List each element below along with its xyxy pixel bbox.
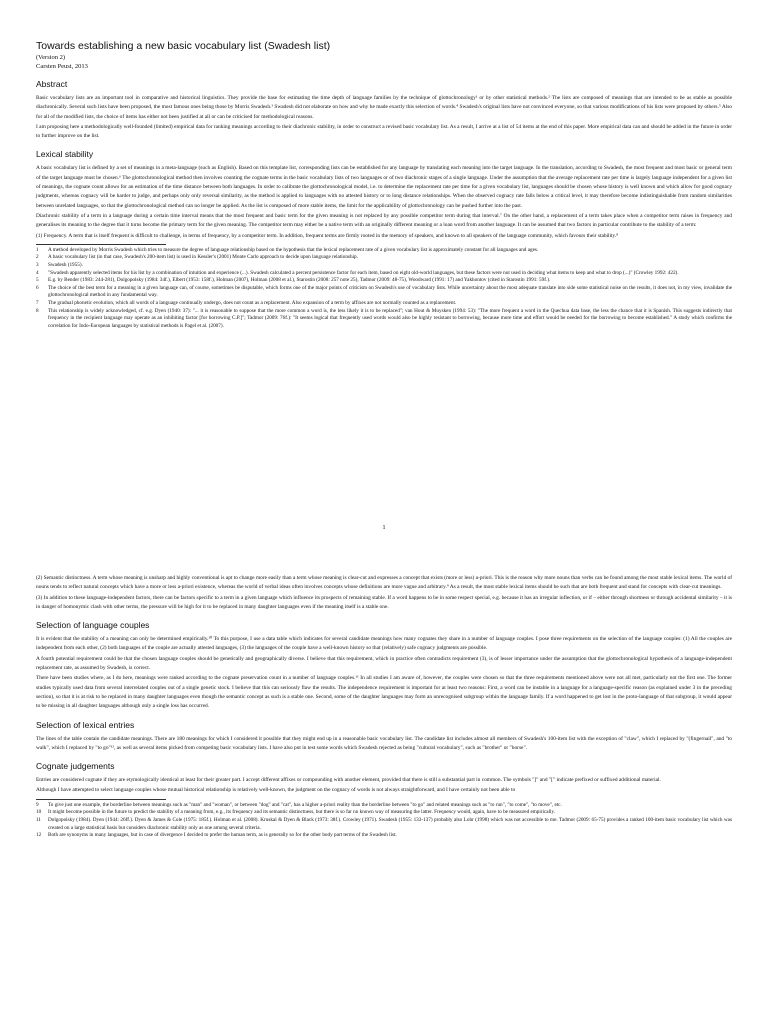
footnote-number: 6 xyxy=(36,284,39,291)
body-paragraph: Although I have attempted to select language couples whose mutual historical relationship is relatively well-known, the judgment on the cognacy of words is not always straightforward, and I have certainly not been able to xyxy=(36,787,516,794)
footnote xyxy=(36,285,732,300)
footnote-number: 8 xyxy=(36,307,39,314)
paper-version: (Version 2) xyxy=(36,54,66,61)
section-heading-selection-entries: Selection of lexical entries xyxy=(36,719,135,730)
footnote-number: 5 xyxy=(36,277,39,284)
footnote-separator xyxy=(36,244,166,245)
body-paragraph: (3) In addition to these language-independent factors, there can be factors specific to a term in a given language which influence its prospects of remaining stable. If a word happens to be in some respect special, e.g. because it has an irregular inflection, or if – either through shortness or through accidental similarity – it is in danger of homonymic clash with other terms, the pressure will be high for it to be replaced in many daughter languages even if the meaning itself is a stable one. xyxy=(36,594,732,610)
footnote-number: 2 xyxy=(36,254,39,261)
footnote-text: The choice of the best term for a meaning in a given language can, of course, sometimes be disputable, which forms one of the major points of criticism on Swadesh's use of vocabulary lists. While uncertainty about the most adequate translate into side some statistical noise on the results, it does not, in my view, invalidate the glottochronological method in any fundamental way. xyxy=(48,284,732,299)
body-paragraph: It is evident that the stability of a meaning can only be determined empirically.¹⁰ To this purpose, I use a data table which indicates for several candidate meanings how many cognates they share in a number of language couples. I pose three requirements on the selection of the language couples: (1) All the couples are independent from each other, (2) both languages of the couple are actually attested languages, (3) the languages of the couple have a well-known history so that (relatively) safe cognacy judgments are possible. xyxy=(36,636,732,652)
footnote-text: Both are synonyms in many languages, but in case of divergence I decided to prefer the human term, as is generally so for the other body part terms of the Swadesh list. xyxy=(48,832,397,839)
section-heading-lexical-stability: Lexical stability xyxy=(36,149,94,160)
section-heading-abstract: Abstract xyxy=(36,79,68,89)
paper-title: Towards establishing a new basic vocabulary list (Swadesh list) xyxy=(36,40,331,52)
section-heading-selection-couples: Selection of language couples xyxy=(36,620,150,631)
footnote-text: A method developed by Morris Swadesh which tries to measure the degree of language relationship based on the hypothesis that the lexical replacement rate of a given vocabulary list is approximately constant for all languages and ages. xyxy=(48,246,539,253)
footnote xyxy=(36,277,732,285)
footnote-number: 9 xyxy=(36,801,39,808)
body-paragraph: Diachronic stability of a term in a language during a certain time interval means that the most frequent and basic term for the given meaning is not replaced by any possible competitor term during that interval.⁷ On the other hand, a replacement of a term takes place when a competitor term raises in frequency and generalises its meaning to the degree that it turns become the primary term for the given meaning. The competitor term may either be a native term with an originally different meaning or a loan word from another language. It can be assumed that two factors in particular contribute to the stability of a term: xyxy=(36,212,732,229)
paper-author: Carsten Peust, 2013 xyxy=(36,63,88,70)
abstract-paragraph: Basic vocabulary lists are an important tool in comparative and historical linguistics. They provide the base for estimating the time depth of language families by the technique of glottochronology¹ or by other statistical methods.² The lists are composed of meanings that are intended to be as stable as possible diachronically. Several such lists have been proposed, the most famous ones being those by Morris Swadesh.³ Swadesh did not elaborate on how and why he made exactly this selection of words.⁴ Swadesh's original lists have not convinced everyone, so that various modifications of his lists were proposed by others.⁵ Also for all of the modified lists, the choice of items has either not been justified at all or can be criticised for methodological reasons. xyxy=(36,95,732,120)
page-2-body xyxy=(36,574,732,840)
body-paragraph: A fourth potential requirement could be that the chosen language couples should be genetically and geographically diverse. I believe that this requirement, which in practice often contradicts requirement (3), is of lesser importance under the assumption that the glottochronological hypothesis of a language-independent replacement rate, as assumed by Swadesh, is correct. xyxy=(36,655,732,672)
footnote-number: 1 xyxy=(36,246,39,253)
footnote-text: Dolgopolsky (1984). Dyen (1944: 26ff.). Dyen & James & Cole (1975: 185f.). Holman et al. (2008). Kruskal & Dyen & Black (1973: 38f.). Crowley (1971). Swadesh (1955: 133-137) probably also Lohr (1998) which was not accessible to me. Tadmor (2009: 65-75) provides a ranked 100-item basic vocabulary list which was created on a large statistical basis but considers diachronic stability only as one among several criteria. xyxy=(48,816,732,831)
footnote xyxy=(36,300,732,308)
footnote-number: 12 xyxy=(36,832,42,839)
footnote-text: To give just one example, the borderline between meanings such as "man" and "woman", or between "dog" and "cat", has a higher a-priori reality than the borderline between "to go" and related meanings such as "to run", "to come", "to move", etc. xyxy=(48,801,562,808)
footnote-text: This relationship is widely acknowledged, cf. e.g. Dyen (1940: 37): "... it is reasonable to suppose that the more common a word is, the less likely it is to be replaced"; van Hout & Muysken (1994: 53): "The more frequent a word in the Quechua data base, the less the chance that it is Spanish. This suggests indirectly that frequency in the recipient language may operate as an inhibiting factor [for borrowing C.P.]"; Tadmor (2009: 76f.): "It seems logical that frequently used words would also be highly resistant to borrowing, because more time and effort would be needed for the borrowing to become established." A study which confirms the correlation for Indo-European languages by statistical methods is Pagel et al. (2007). xyxy=(48,307,732,329)
body-paragraph: (2) Semantic distinctness. A term whose meaning is unsharp and highly conventional is apt to change more easily than a term whose meaning is clear-cut and expresses a concept that exists (more or less) a-priori. This is the reason why more nouns than verbs can be found among the most stable lexical items. The world of nouns tends to reflect natural concepts which have a more or less a-priori existence, whereas the world of verbal ideas often involves concepts whose definitions are more vague and arbitrary.⁹ As a result, the most stable lexical items should be such that are both frequent and stand for concepts with clear-cut meanings. xyxy=(36,575,732,591)
body-paragraph: There have been studies where, as I do here, meanings were ranked according to the cognate preservation count in a number of language couples.¹¹ In all studies I am aware of, however, the couples were chosen so that the three requirements mentioned above were not all met, particularly not the first one. The former studies typically used data from several interrelated couples out of a single genetic stock. I believe that this can seriously flaw the results. The independence requirement is important for at least two reasons: First, a word can be instable in a language for a language-specific reason (as explained under 3 in the preceding section), so that it is at risk to be replaced in many daughter languages even though the semantic concept as such is a stable one. Second, some of the daughter languages may form an unrecognised subgroup within the language family. If a word happened to get lost in the proto-language of that subgroup, it would appear to be missing in all daughter languages although only a single loss has occurred. xyxy=(36,675,732,710)
footnote-number: 4 xyxy=(36,269,39,276)
footnote xyxy=(36,308,732,331)
footnote-text: It might become possible in the future to predict the stability of a meaning from, e.g., its frequency and its semantic distinctness, but there is so far no known way of measuring the latter. Frequency would, again, have to be measured empirically. xyxy=(48,809,556,816)
section-heading-cognate-judgements: Cognate judgements xyxy=(36,761,115,772)
footnote xyxy=(36,262,732,270)
footnote-text: "Swadesh apparently selected items for his list by a combination of intuition and experience (...). Swadesh calculated a percent persistence factor for each item, based on eight old-world languages, but these factors were not used in deciding what items to keep and what to drop (...)" (Crowley 1992: 422). xyxy=(48,269,679,276)
abstract-paragraph: I am proposing here a methodologically well-founded (limited) empirical data for ranking meanings according to their diachronic stability, in order to construct a revised basic vocabulary list. As a result, I arrive at a list of 54 items at the end of this paper. More empirical data can and should be added in the future in order to further improve on the list. xyxy=(36,123,732,140)
footnote-text: A basic vocabulary list (in that case, Swadesh's 200-item list) is used in Kessler's (2001) Monte Carlo approach to decide upon language relationship. xyxy=(48,254,358,261)
document-page-2 xyxy=(0,566,768,1024)
footnote xyxy=(36,832,732,840)
footnote-separator xyxy=(36,799,166,800)
footnote xyxy=(36,809,732,817)
footnote-text: The gradual phonetic evolution, which all words of a language continually undergo, does not count as a replacement. Also expansion of a term by affixes are not normally counted as a replacement. xyxy=(48,300,457,307)
footnote xyxy=(36,254,732,262)
body-paragraph: Entries are considered cognate if they are etymologically identical at least for their greater part. I accept different affixes or compounding with another element, provided that there is still a substantial part in common. The symbols "]" and "[" indicate prefixed or suffixed additional material. xyxy=(36,777,661,784)
footnote-number: 11 xyxy=(36,816,41,823)
footnote-number: 10 xyxy=(36,809,42,816)
body-paragraph: The lines of the table contain the candidate meanings. There are 180 meanings for which I considered it possible that they might end up in a reasonable basic vocabulary list. The candidate list includes almost all members of Swadesh's 100-item list with the exception of "claw", which I replaced by "(fingernail", and "to walk", which I replaced by "to go"¹², as well as several items picked from competing basic vocabulary lists. I have also put in test some words which Swadesh rejected as being "cultural vocabulary", such as "brother" or "horse". xyxy=(36,735,732,751)
page-number: 1 xyxy=(382,524,386,531)
footnote-number: 7 xyxy=(36,300,39,307)
body-paragraph: A basic vocabulary list is defined by a set of meanings in a meta-language (such as English). Based on this template list, corresponding lists can be established for any language by translating each meaning into the target language. In the translation, according to Swadesh, the most frequent and most basic or general term of the target language must be chosen.⁶ The glottochronological method then involves counting the cognate terms in the basic vocabulary lists of two languages or of two diachronic stages of a single language. Under the assumption that the average replacement rate per time is largely language independent for a given list of meanings, the cognate count allows for an estimation of the time distance between both languages. In order to calibrate the glottochronological model, i.e. to determine the replacement rate per time for a given vocabulary list, languages should be chosen whose history is well known and which allow for good cognacy judgments, whereas cognacy will be harder to judge, and perhaps only only reversal similarity, as the method is applied to languages with no attested history or to long distance relationships. When the observed cognacy rate falls below a critical level, it may therefore become indistinguishable from random similarities between unrelated languages, so that the glottochronological method can no longer be applied. As the list is composed of more stable items, the limit for the applicability of glottochronology can be pushed further into the past. xyxy=(36,165,732,209)
footnote-number: 3 xyxy=(36,262,39,269)
footnote-text: Swadesh (1955). xyxy=(48,262,83,269)
body-paragraph: (1) Frequency. A term that is itself frequent is difficult to challenge, in terms of frequency, by a competitor term. In addition, frequent terms are firmly rooted in the memory of speakers, and known to all speakers of the language community, which favours their stability.⁸ xyxy=(36,232,619,239)
footnote-text: E.g. by Bender (1983: 244-281), Dolgopolsky (1984: 34f.), Elbert (1953: 158f.), Holman (2007), Holman (2008 et al.), Starostin (2008: 257 note 25), Tadmor (2009: 48-75), Woodward (1991: 17) and Yakhontov (cited in Starostin 1991: 59f.). xyxy=(48,277,551,284)
footnote xyxy=(36,817,732,832)
page-1-body xyxy=(36,40,732,330)
